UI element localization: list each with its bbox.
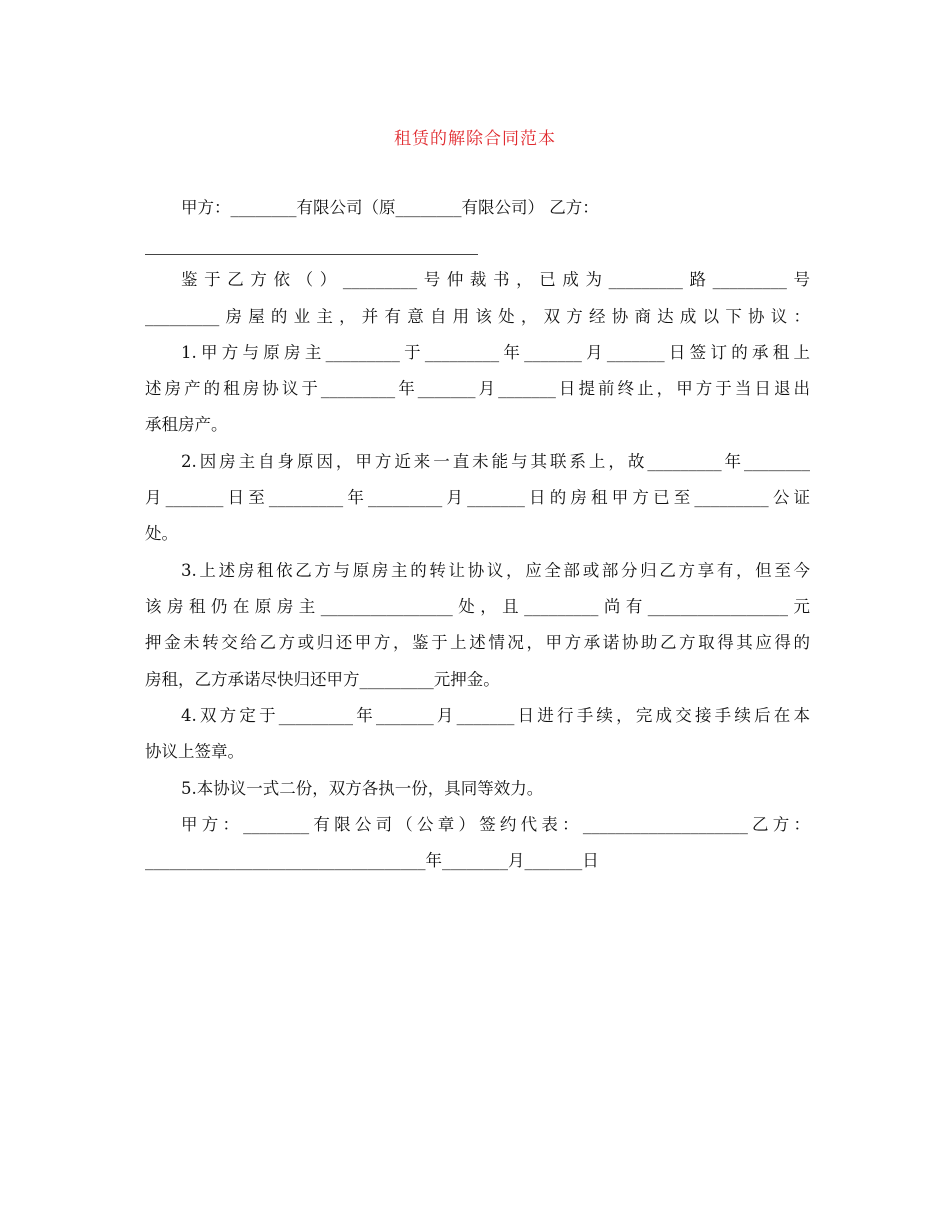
clause-1-line: 承租房产。 xyxy=(145,415,228,434)
signature-line: 甲方：________有限公司（公章）签约代表：____________________乙方： xyxy=(181,815,810,834)
clause-3-line: 该房租仍在原房主________________处，且_________尚有_________________元 xyxy=(145,597,810,616)
clause-4-line: 4.双方定于_________年_______月_______日进行手续，完成交接手续后在本 xyxy=(181,706,810,725)
clause-1-line: 述房产的租房协议于_________年_______月_______日提前终止，甲方于当日退出 xyxy=(145,379,810,398)
clause-2-line: 2.因房主自身原因，甲方近来一直未能与其联系上，故_________年________ xyxy=(181,452,810,471)
clause-3-line: 押金未转交给乙方或归还甲方，鉴于上述情况，甲方承诺协助乙方取得其应得的 xyxy=(145,633,810,652)
party-b-signature-rule xyxy=(145,254,478,255)
clause-3-line: 3.上述房租依乙方与原房主的转让协议，应全部或部分归乙方享有，但至今 xyxy=(181,561,810,580)
date-line: __________________________________年________月_______日 xyxy=(145,851,599,870)
clause-2-line: 月_______日至_________年_________月_______日的房租甲方已至_________公证 xyxy=(145,488,810,507)
clause-1-line: 1.甲方与原房主_________于_________年_______月_______日签订的承租上 xyxy=(181,343,810,362)
clause-2-line: 处。 xyxy=(145,524,178,543)
clause-4-line: 协议上签章。 xyxy=(145,742,244,761)
body-line: 鉴于乙方依（）_________号仲裁书，已成为_________路_________号 xyxy=(181,270,810,289)
body-line: _________房屋的业主，并有意自用该处，双方经协商达成以下协议： xyxy=(145,307,810,326)
clause-5-line: 5.本协议一式二份，双方各执一份，具同等效力。 xyxy=(181,779,544,798)
document-title: 租赁的解除合同范本 xyxy=(394,129,556,149)
clause-3-line: 房租，乙方承诺尽快归还甲方_________元押金。 xyxy=(145,670,500,689)
party-a-line: 甲方：________有限公司（原________有限公司） 乙方： xyxy=(181,198,599,217)
